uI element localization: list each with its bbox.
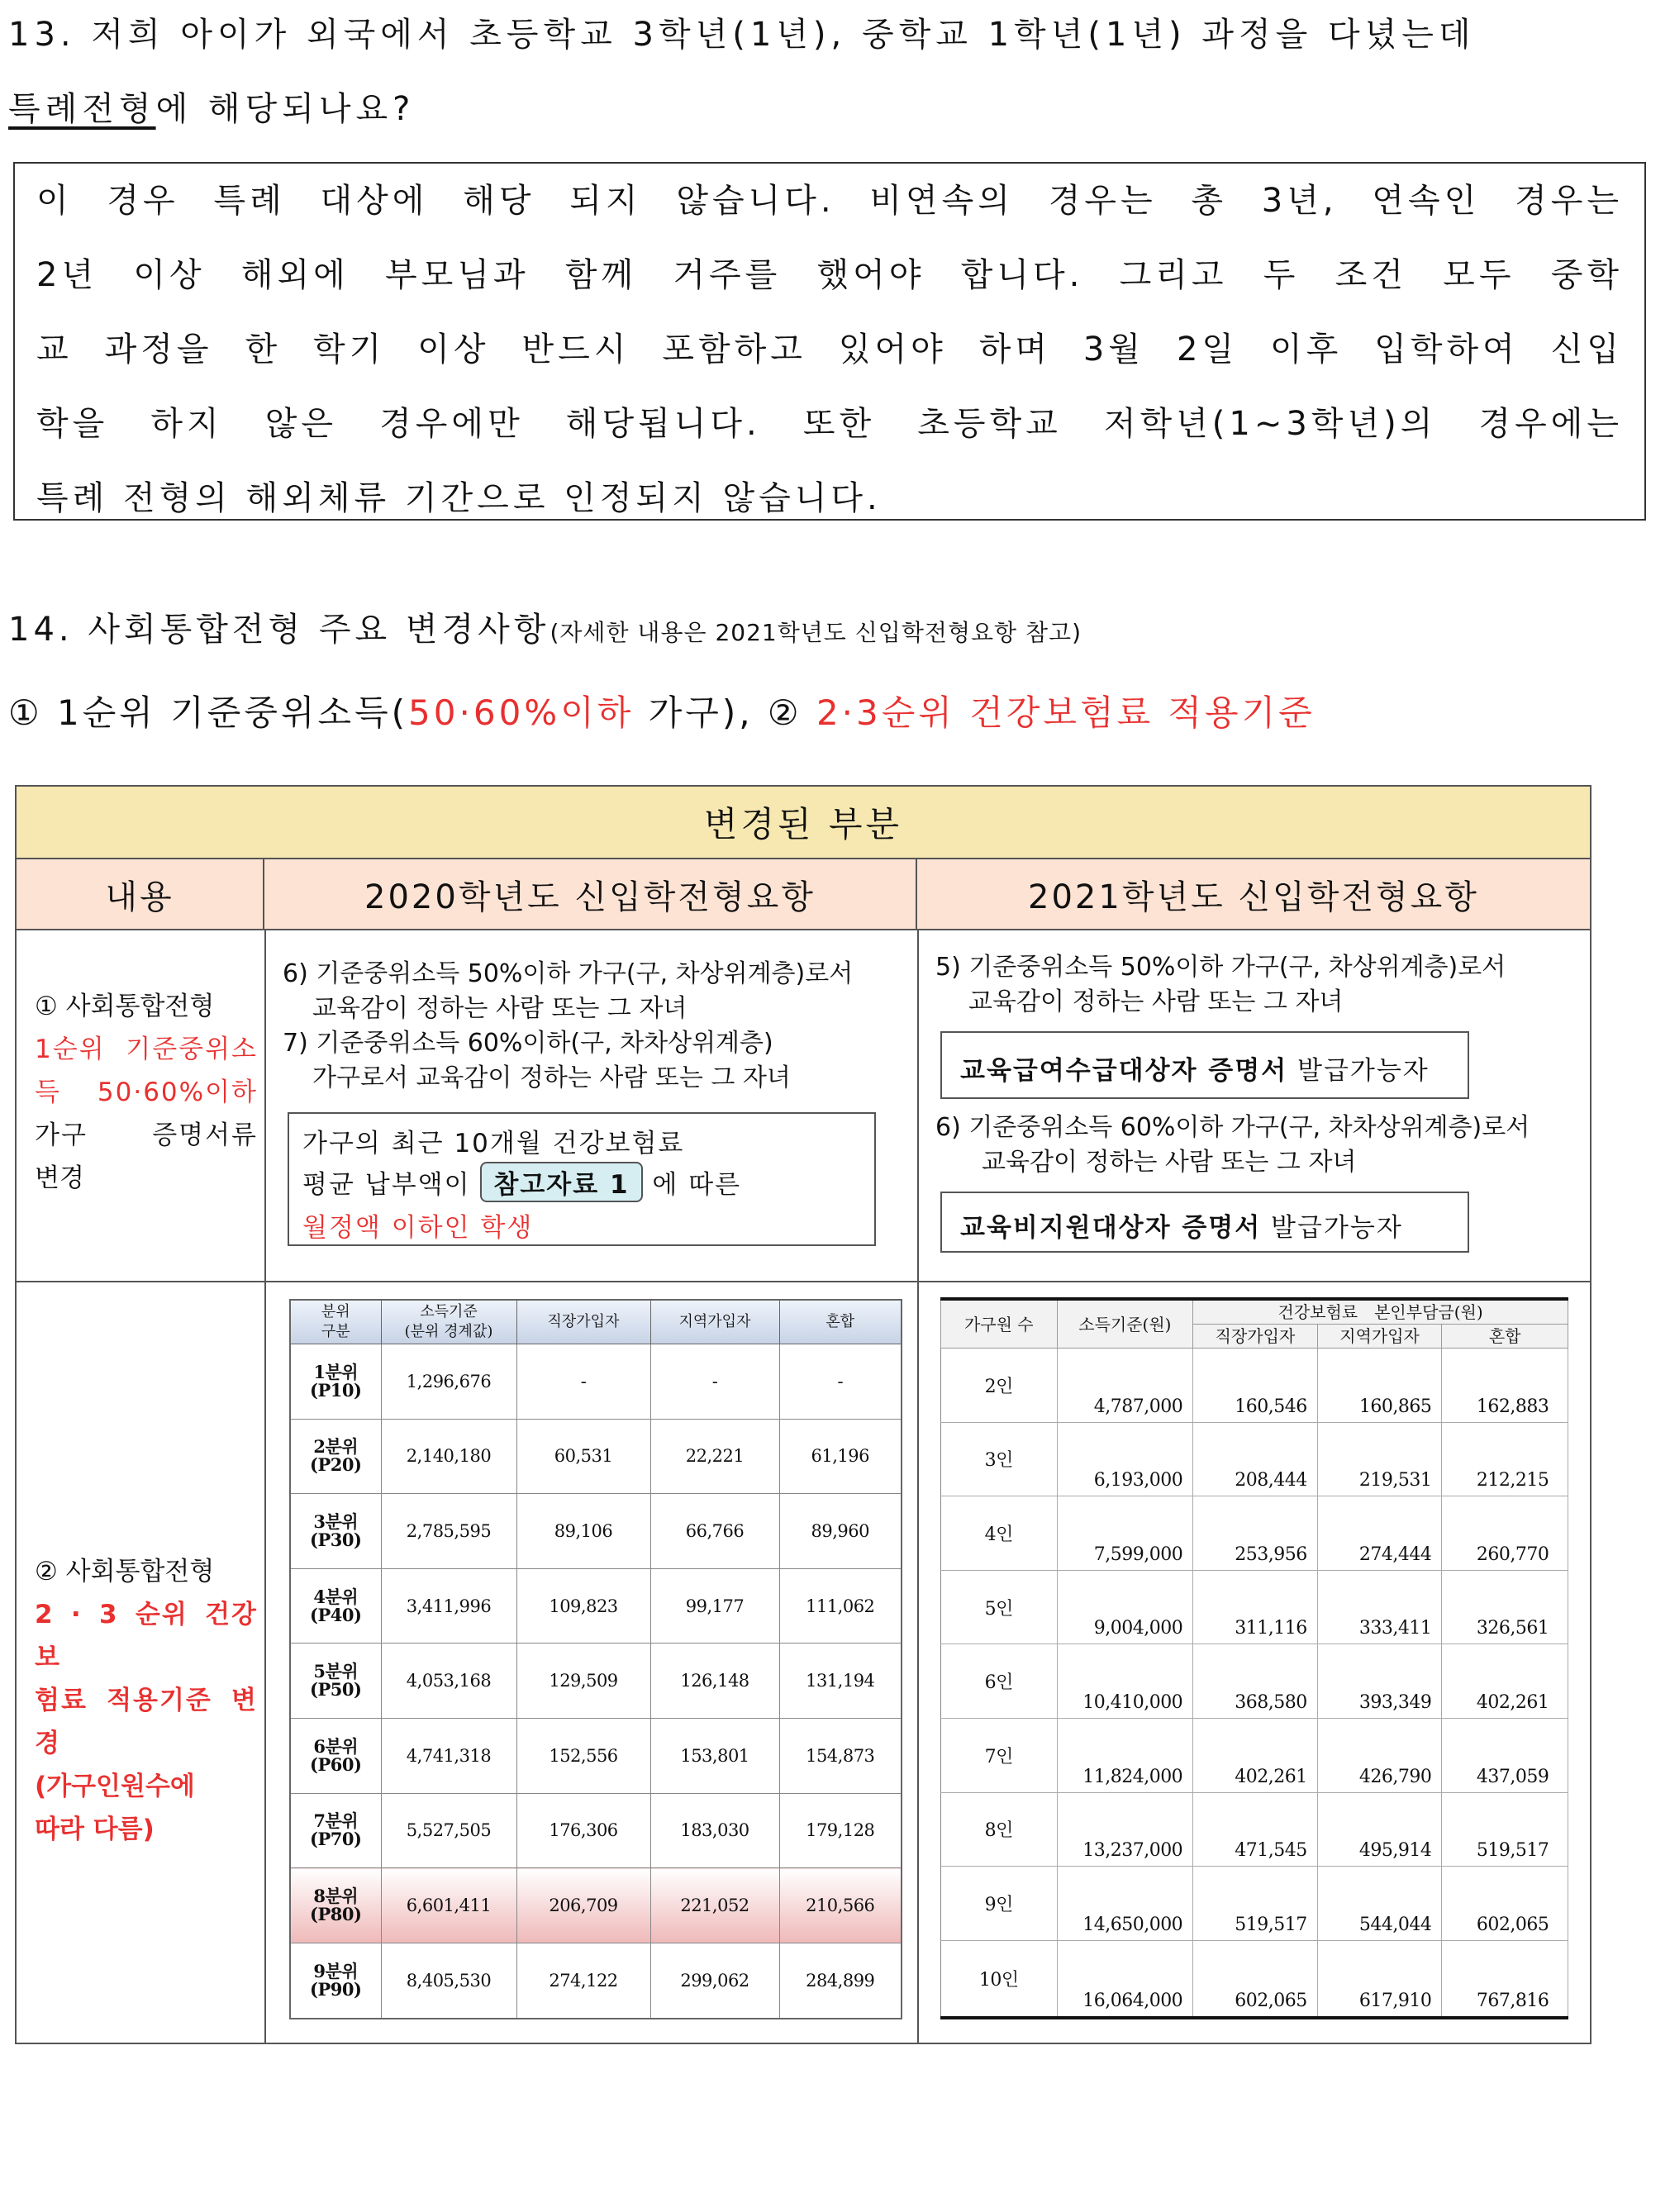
education-benefit-cert-box: 교육급여수급대상자 증명서 발급가능자: [940, 1031, 1469, 1099]
decile-label: 8분위 (P80): [290, 1868, 381, 1943]
table-row: [941, 1349, 1568, 1423]
t2020-col-mixed: 혼합: [779, 1300, 902, 1344]
t2021-header-row: [941, 1299, 1568, 1325]
table-row: [290, 1419, 902, 1494]
table-cell: 519,517: [1442, 1792, 1568, 1867]
table-cell: 160,865: [1317, 1349, 1442, 1423]
table-cell: 153,801: [650, 1719, 779, 1794]
table-row: [290, 1868, 902, 1943]
table-cell: 60,531: [516, 1419, 650, 1494]
table-cell: 126,148: [650, 1644, 779, 1719]
household-size: 7인: [941, 1719, 1058, 1793]
table-cell: 129,509: [516, 1644, 650, 1719]
table-cell: 89,960: [779, 1494, 902, 1569]
table-cell: 299,062: [650, 1943, 779, 2019]
decile-label: 9분위 (P90): [290, 1943, 381, 2019]
table-cell: 602,065: [1193, 1940, 1318, 2018]
table-cell: 5,527,505: [381, 1793, 516, 1868]
table-row: [941, 1940, 1568, 2018]
table-cell: 22,221: [650, 1419, 779, 1494]
row1-label: ① 사회통합전형 1순위 기준중위소 득 50·60%이하 가구 증명서류 변경: [35, 992, 258, 1193]
table-cell: 4,741,318: [381, 1719, 516, 1794]
table-cell: 274,122: [516, 1943, 650, 2019]
table-cell: 206,709: [516, 1868, 650, 1943]
table-cell: 253,956: [1193, 1496, 1318, 1571]
table-cell: 2,140,180: [381, 1419, 516, 1494]
table-cell: 176,306: [516, 1793, 650, 1868]
decile-label: 1분위 (P10): [290, 1344, 381, 1420]
table-cell: 519,517: [1193, 1867, 1318, 1941]
table-cell: 14,650,000: [1057, 1867, 1193, 1941]
table-cell: 219,531: [1317, 1422, 1442, 1496]
t2020-col-regional: 지역가입자: [650, 1300, 779, 1344]
decile-label: 6분위 (P60): [290, 1719, 381, 1794]
table-row: [941, 1422, 1568, 1496]
table-cell: 10,410,000: [1057, 1644, 1193, 1719]
question-13-line1: 13. 저희 아이가 외국에서 초등학교 3학년(1년), 중학교 1학년(1년) 과정을 다녔는데: [8, 16, 1476, 54]
table-cell: 160,546: [1193, 1349, 1318, 1423]
table-row: [290, 1943, 902, 2019]
table-row: [941, 1792, 1568, 1867]
table-cell: 393,349: [1317, 1644, 1442, 1719]
reference-1-badge: 참고자료 1: [480, 1162, 642, 1202]
household-size: 5인: [941, 1570, 1058, 1644]
change-2-highlight: 2·3순위 건강보험료 적용기준: [816, 692, 1316, 733]
table-cell: 284,899: [779, 1943, 902, 2019]
header-2021: 2021학년도 신입학전형요항: [917, 859, 1590, 930]
household-size: 10인: [941, 1940, 1058, 2018]
table-cell: 495,914: [1317, 1792, 1442, 1867]
table-cell: 602,065: [1442, 1867, 1568, 1941]
table-row: [941, 1867, 1568, 1941]
table-cell: 402,261: [1442, 1644, 1568, 1719]
table-cell: 4,053,168: [381, 1644, 516, 1719]
t2020-header-row: [290, 1300, 902, 1344]
table-row: [290, 1344, 902, 1420]
table-cell: 4,787,000: [1057, 1349, 1193, 1423]
t2021-col-income: 소득기준(원): [1057, 1299, 1193, 1349]
table-cell: 13,237,000: [1057, 1792, 1193, 1867]
decile-label: 2분위 (P20): [290, 1419, 381, 1494]
table-row: [290, 1793, 902, 1868]
t2021-col-group: 건강보험료 본인부담금(원): [1193, 1299, 1568, 1325]
t2020-col-employee: 직장가입자: [516, 1300, 650, 1344]
table-row: [941, 1496, 1568, 1571]
t2020-col-decile: 분위 구분: [290, 1300, 381, 1344]
education-support-cert-box: 교육비지원대상자 증명서 발급가능자: [940, 1192, 1469, 1253]
household-size: 6인: [941, 1644, 1058, 1719]
table-cell: 9,004,000: [1057, 1570, 1193, 1644]
table-cell: 11,824,000: [1057, 1719, 1193, 1793]
table-cell: 99,177: [650, 1568, 779, 1644]
table-cell: 89,106: [516, 1494, 650, 1569]
comparison-table: [15, 785, 1591, 2044]
table-cell: 111,062: [779, 1568, 902, 1644]
table-cell: 131,194: [779, 1644, 902, 1719]
row2-label: ② 사회통합전형 2 · 3 순위 건강보 험료 적용기준 변경 (가구인원수에 따라 다름): [35, 1557, 258, 1844]
table-cell: -: [650, 1344, 779, 1420]
table-row: [941, 1719, 1568, 1793]
table-cell: 544,044: [1317, 1867, 1442, 1941]
table-cell: 260,770: [1442, 1496, 1568, 1571]
table-2021-household: [940, 1297, 1568, 2019]
household-size: 9인: [941, 1867, 1058, 1941]
table-cell: 3,411,996: [381, 1568, 516, 1644]
section-14-note: (자세한 내용은 2021학년도 신입학전형요항 참고): [550, 619, 1082, 646]
table-cell: 1,296,676: [381, 1344, 516, 1420]
column-divider: [917, 930, 919, 2043]
household-size: 8인: [941, 1792, 1058, 1867]
row-divider: [17, 1281, 1590, 1282]
table-row: [941, 1570, 1568, 1644]
table-cell: 8,405,530: [381, 1943, 516, 2019]
table-cell: 109,823: [516, 1568, 650, 1644]
table-cell: 2,785,595: [381, 1494, 516, 1569]
rule-6-2021: 6) 기준중위소득 60%이하 가구(구, 차차상위계층)로서 교육감이 정하는 사람 또는 그 자녀: [935, 1113, 1530, 1177]
table-cell: 311,116: [1193, 1570, 1318, 1644]
household-size: 3인: [941, 1422, 1058, 1496]
table-row: [941, 1644, 1568, 1719]
table-row: [290, 1494, 902, 1569]
table-cell: 767,816: [1442, 1940, 1568, 2018]
t2021-col-mixed: 혼합: [1442, 1325, 1568, 1349]
table-cell: 16,064,000: [1057, 1940, 1193, 2018]
table-cell: 368,580: [1193, 1644, 1318, 1719]
question-13-line2: [8, 83, 415, 130]
answer-box: [13, 162, 1646, 521]
rule-5-2021: 5) 기준중위소득 50%이하 가구(구, 차상위계층)로서 교육감이 정하는 사람 또는 그 자녀: [935, 953, 1506, 1016]
change-summary: ① 1순위 기준중위소득(50·60%이하 가구), ② 2·3순위 건강보험료 적용기준: [8, 692, 1316, 733]
table-row: [290, 1644, 902, 1719]
column-divider: [264, 930, 266, 2043]
table-cell: 183,030: [650, 1793, 779, 1868]
household-size: 4인: [941, 1496, 1058, 1571]
t2021-col-household: 가구원 수: [941, 1299, 1058, 1349]
section-14-title: 14. 사회통합전형 주요 변경사항(자세한 내용은 2021학년도 신입학전형요항 참고): [8, 611, 1082, 649]
health-insurance-box: 가구의 최근 10개월 건강보험료 평균 납부액이 참고자료 1 에 따른 월정액 이하인 학생: [288, 1112, 876, 1246]
decile-label: 5분위 (P50): [290, 1644, 381, 1719]
table-cell: 274,444: [1317, 1496, 1442, 1571]
special-admission-term: 특례전형: [8, 90, 156, 128]
table-cell: 6,601,411: [381, 1868, 516, 1943]
decile-label: 4분위 (P40): [290, 1568, 381, 1644]
header-2020: 2020학년도 신입학전형요항: [264, 859, 917, 930]
decile-label: 7분위 (P70): [290, 1793, 381, 1868]
table-cell: 7,599,000: [1057, 1496, 1193, 1571]
t2020-col-income: 소득기준 (분위 경계값): [381, 1300, 516, 1344]
table-cell: 154,873: [779, 1719, 902, 1794]
table-cell: -: [779, 1344, 902, 1420]
table-cell: 179,128: [779, 1793, 902, 1868]
table-cell: 426,790: [1317, 1719, 1442, 1793]
table-cell: 162,883: [1442, 1349, 1568, 1423]
answer-line: 이 경우 특례 대상에 해당 되지 않습니다. 비연속의 경우는 총 3년, 연속인 경우는: [36, 182, 1623, 220]
table-cell: 152,556: [516, 1719, 650, 1794]
household-size: 2인: [941, 1349, 1058, 1423]
decile-label: 3분위 (P30): [290, 1494, 381, 1569]
t2021-col-regional: 지역가입자: [1317, 1325, 1442, 1349]
table-cell: 221,052: [650, 1868, 779, 1943]
question-13-tail: 에 해당되나요?: [155, 90, 416, 128]
table-2020-income-deciles: [289, 1299, 902, 2019]
table-cell: 208,444: [1193, 1422, 1318, 1496]
table-banner: 변경된 부분: [17, 787, 1590, 859]
answer-line: 2년 이상 해외에 부모님과 함께 거주를 했어야 합니다. 그리고 두 조건 모두 중학: [36, 256, 1623, 294]
rule-6-2020: 6) 기준중위소득 50%이하 가구(구, 차상위계층)로서 교육감이 정하는 사람 또는 그 자녀 7) 기준중위소득 60%이하(구, 차차상위계층) 가구로서 교육감이 정하는 사람 또는 그 자녀: [283, 959, 854, 1092]
table-cell: 212,215: [1442, 1422, 1568, 1496]
t2021-col-employee: 직장가입자: [1193, 1325, 1318, 1349]
table-cell: 471,545: [1193, 1792, 1318, 1867]
answer-line: 학을 하지 않은 경우에만 해당됩니다. 또한 초등학교 저학년(1~3학년)의 경우에는: [36, 405, 1623, 443]
table-cell: -: [516, 1344, 650, 1420]
table-cell: 66,766: [650, 1494, 779, 1569]
table-cell: 210,566: [779, 1868, 902, 1943]
change-1-highlight: 50·60%이하: [408, 692, 635, 733]
table-row: [290, 1719, 902, 1794]
table-cell: 6,193,000: [1057, 1422, 1193, 1496]
table-cell: 437,059: [1442, 1719, 1568, 1793]
answer-line: 교 과정을 한 학기 이상 반드시 포함하고 있어야 하며 3월 2일 이후 입학하여 신입: [36, 331, 1623, 369]
answer-line: 특례 전형의 해외체류 기간으로 인정되지 않습니다.: [36, 479, 882, 517]
table-cell: 326,561: [1442, 1570, 1568, 1644]
table-cell: 617,910: [1317, 1940, 1442, 2018]
table-cell: 333,411: [1317, 1570, 1442, 1644]
header-content: 내용: [17, 859, 264, 930]
table-row: [290, 1568, 902, 1644]
table-cell: 61,196: [779, 1419, 902, 1494]
table-cell: 402,261: [1193, 1719, 1318, 1793]
